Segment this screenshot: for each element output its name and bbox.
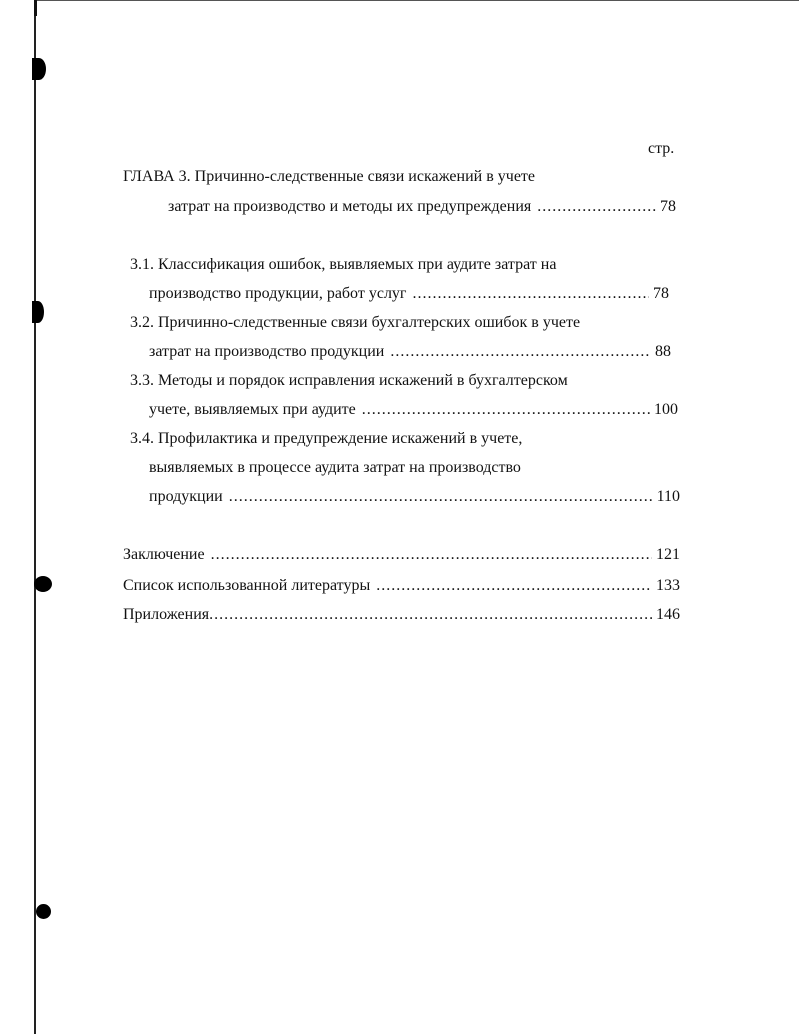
leader-dots — [229, 487, 653, 507]
section-3-4-line3: продукции — [149, 488, 223, 505]
appendices-label: Приложения — [123, 606, 210, 623]
section-3-2-line1: 3.2. Причинно-следственные связи бухгалтерских ошибок в учете — [130, 314, 581, 331]
punch-hole — [34, 576, 52, 592]
conclusion-page: 121 — [656, 546, 680, 563]
chapter-title-line2: затрат на производство и методы их предупреждения — [168, 198, 532, 215]
section-3-3-line1: 3.3. Методы и порядок исправления искажений в бухгалтерском — [130, 372, 568, 389]
leader-dots — [376, 576, 652, 596]
section-3-4-row — [149, 487, 680, 507]
leader-dots — [211, 545, 652, 565]
references-label: Список использованной литературы — [123, 577, 371, 594]
appendices-page: 146 — [656, 606, 680, 623]
section-3-3-line2: учете, выявляемых при аудите — [149, 401, 356, 418]
chapter-page-number: 78 — [660, 198, 676, 215]
chapter-title-line1: ГЛАВА 3. Причинно-следственные связи искажений в учете — [123, 168, 536, 185]
scan-top-edge — [34, 0, 799, 1]
section-3-1-line1: 3.1. Классификация ошибок, выявляемых при аудите затрат на — [130, 256, 557, 273]
conclusion-label: Заключение — [123, 546, 205, 563]
section-3-4-line2: выявляемых в процессе аудита затрат на производство — [149, 459, 521, 476]
leader-dots — [209, 605, 652, 625]
section-3-2-line2: затрат на производство продукции — [149, 343, 385, 360]
appendices-row — [123, 605, 680, 625]
punch-hole — [36, 904, 51, 919]
references-row — [123, 576, 680, 596]
leader-dots — [412, 284, 649, 304]
section-3-4-line1: 3.4. Профилактика и предупреждение искажений в учете, — [130, 430, 523, 447]
section-3-1-row — [149, 284, 669, 304]
conclusion-row — [123, 545, 680, 565]
leader-dots — [362, 400, 650, 420]
page-column-label: стр. — [648, 140, 675, 157]
section-3-1-page: 78 — [653, 285, 669, 302]
chapter-title-row — [168, 197, 676, 217]
leader-dots — [537, 197, 656, 217]
section-3-1-line2: производство продукции, работ услуг — [149, 285, 407, 302]
section-3-4-page: 110 — [656, 488, 680, 505]
section-3-2-row — [149, 342, 671, 362]
section-3-3-row — [149, 400, 678, 420]
section-3-3-page: 100 — [654, 401, 678, 418]
section-3-2-page: 88 — [655, 343, 671, 360]
scan-left-edge — [34, 0, 36, 1034]
scan-corner-mark — [34, 0, 37, 16]
punch-hole — [32, 58, 46, 80]
punch-hole — [32, 301, 44, 323]
leader-dots — [390, 342, 651, 362]
references-page: 133 — [656, 577, 680, 594]
